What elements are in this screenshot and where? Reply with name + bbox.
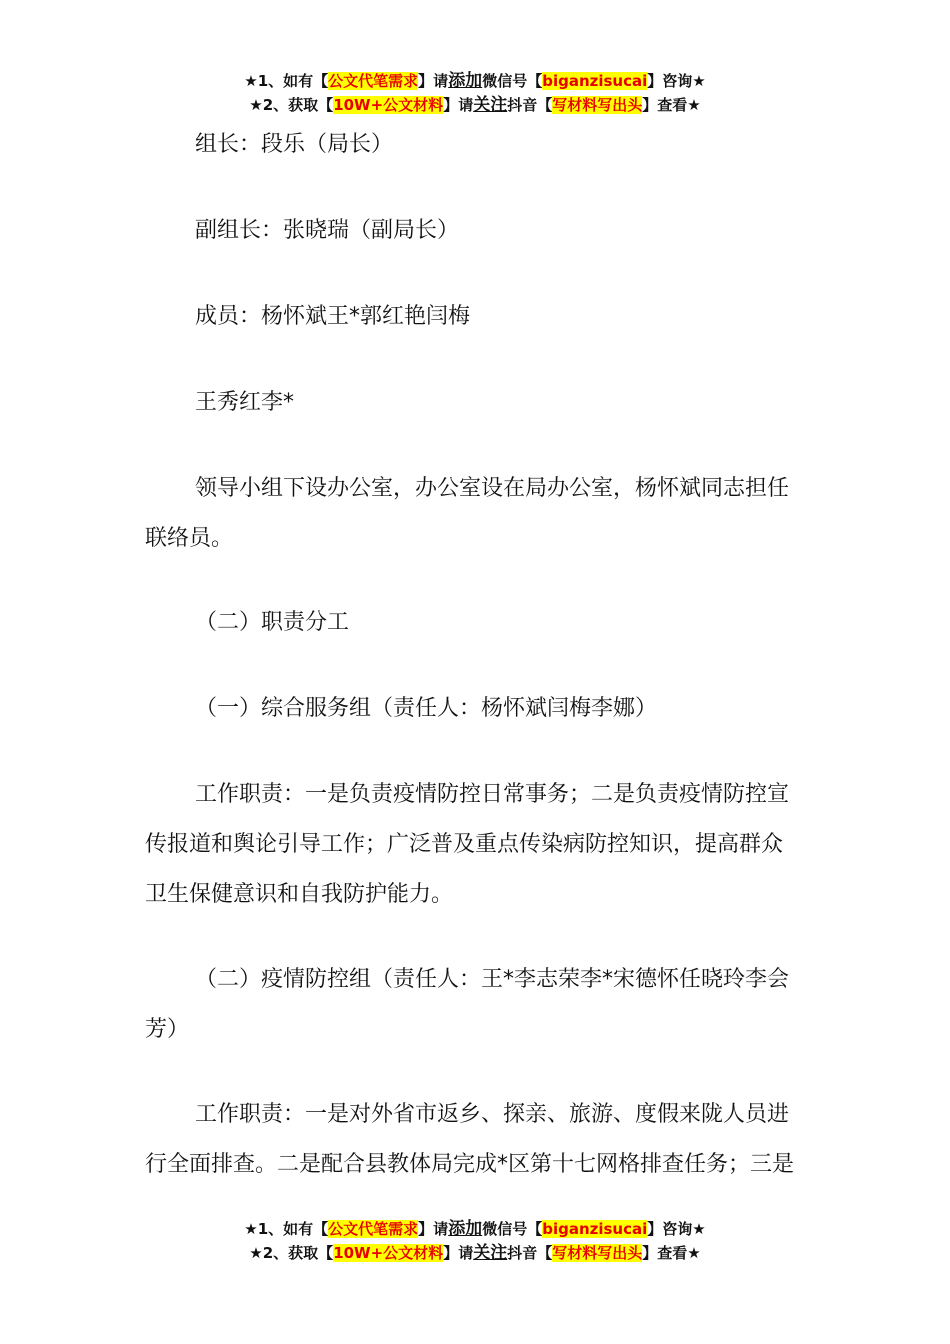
banner-text: 】咨询★ [647,1220,706,1238]
subsection-heading-service-group: （一）综合服务组（责任人：杨怀斌闫梅李娜） [195,696,658,721]
banner-text: 微信号【 [482,1220,543,1238]
banner-text: ★1、如有【 [244,72,329,90]
banner-text: 】咨询★ [647,72,706,90]
underlined-text: 添加 [448,71,483,91]
highlight-wechat-id: biganzisucai [542,72,648,90]
banner-text: 微信号【 [482,72,543,90]
highlight-materials: 10W+公文材料 [333,1244,444,1262]
header-banner [0,69,950,117]
banner-line-2 [0,93,950,117]
banner-line-2 [0,1241,950,1265]
section-heading-duties: （二）职责分工 [195,610,350,635]
underlined-text: 关注 [473,95,508,115]
paragraph-deputy-leader: 副组长：张晓瑞（副局长） [195,218,460,243]
highlight-douyin-id: 写材料写出头 [552,1244,643,1262]
banner-text: 】查看★ [642,1244,701,1262]
banner-line-1 [0,1217,950,1241]
paragraph-prevention-duties: 工作职责：一是对外省市返乡、探亲、旅游、度假来陇人员进 行全面排查。二是配合县教体局完成*区第十七网格排查任务；三是 [145,1102,795,1177]
highlight-wechat-id: biganzisucai [542,1220,648,1238]
banner-text: 抖音【 [507,1244,553,1262]
paragraph-team-leader: 组长：段乐（局长） [195,132,394,157]
banner-text: 】查看★ [642,96,701,114]
highlight-service: 公文代笔需求 [328,72,419,90]
highlight-douyin-id: 写材料写出头 [552,96,643,114]
paragraph-office: 领导小组下设办公室，办公室设在局办公室，杨怀斌同志担任 联络员。 [145,476,790,551]
banner-text: ★2、获取【 [249,96,334,114]
underlined-text: 添加 [448,1219,483,1239]
banner-text: 】请 [443,96,474,114]
highlight-materials: 10W+公文材料 [333,96,444,114]
footer-banner [0,1217,950,1265]
paragraph-members-cont: 王秀红李* [195,390,295,415]
paragraph-members: 成员：杨怀斌王*郭红艳闫梅 [195,304,471,329]
banner-text: 】请 [418,1220,449,1238]
banner-line-1 [0,69,950,93]
banner-text: ★1、如有【 [244,1220,329,1238]
banner-text: ★2、获取【 [249,1244,334,1262]
underlined-text: 关注 [473,1243,508,1263]
banner-text: 抖音【 [507,96,553,114]
banner-text: 】请 [418,72,449,90]
banner-text: 】请 [443,1244,474,1262]
paragraph-service-duties: 工作职责：一是负责疫情防控日常事务；二是负责疫情防控宣 传报道和舆论引导工作；广泛普及重点传染病防控知识，提高群众 卫生保健意识和自我防护能力。 [145,782,790,907]
subsection-heading-prevention-group: （二）疫情防控组（责任人：王*李志荣李*宋德怀任晓玲李会 芳） [145,967,790,1042]
highlight-service: 公文代笔需求 [328,1220,419,1238]
